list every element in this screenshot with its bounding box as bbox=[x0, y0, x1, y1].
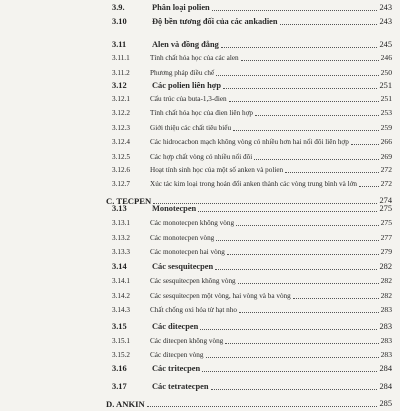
toc-entry[interactable] bbox=[0, 150, 400, 164]
toc-entry-page: 283 bbox=[379, 322, 392, 331]
toc-entry-page: 272 bbox=[380, 179, 392, 188]
toc-leader-dots bbox=[229, 101, 379, 102]
toc-entry-page: 250 bbox=[380, 68, 392, 77]
toc-entry[interactable] bbox=[0, 245, 400, 259]
toc-entry[interactable] bbox=[0, 163, 400, 177]
toc-entry-page: 275 bbox=[380, 218, 392, 227]
toc-entry-page: 243 bbox=[379, 17, 392, 26]
toc-entry[interactable] bbox=[0, 177, 400, 191]
toc-entry-page: 243 bbox=[379, 3, 392, 12]
toc-entry-title: Các ditecpen vòng bbox=[150, 351, 204, 359]
toc-entry[interactable] bbox=[0, 334, 400, 348]
toc-entry-page: 259 bbox=[380, 123, 392, 132]
toc-entry-title: Phân loại polien bbox=[152, 3, 210, 12]
toc-entry[interactable] bbox=[0, 121, 400, 135]
toc-entry-number: 3.15.2 bbox=[112, 351, 130, 359]
toc-entry-title: Alen và đồng đẳng bbox=[152, 40, 219, 49]
toc-leader-dots bbox=[223, 88, 377, 89]
toc-entry-page: 283 bbox=[380, 350, 392, 359]
toc-entry[interactable] bbox=[0, 362, 400, 376]
toc-entry[interactable] bbox=[0, 15, 400, 29]
toc-entry-page: 282 bbox=[380, 291, 392, 300]
toc-leader-dots bbox=[236, 225, 379, 226]
toc-entry[interactable] bbox=[0, 1, 400, 15]
toc-leader-dots bbox=[239, 312, 379, 313]
toc-entry-number: 3.15 bbox=[112, 322, 127, 331]
toc-leader-dots bbox=[200, 329, 377, 330]
toc-entry-page: 251 bbox=[379, 81, 392, 90]
toc-entry-page: 253 bbox=[380, 108, 392, 117]
toc-entry-title: Tính chất hóa học của các alen bbox=[150, 54, 239, 62]
toc-leader-dots bbox=[216, 240, 378, 241]
toc-entry[interactable] bbox=[0, 289, 400, 303]
toc-entry-title: Các monotecpen vòng bbox=[150, 234, 215, 242]
toc-entry-page: 282 bbox=[379, 262, 392, 271]
toc-leader-dots bbox=[202, 371, 377, 372]
toc-entry[interactable] bbox=[0, 397, 400, 411]
toc-leader-dots bbox=[211, 389, 378, 390]
toc-entry-page: 275 bbox=[379, 204, 392, 213]
toc-entry-number: D. ANKIN bbox=[106, 399, 145, 409]
toc-entry-page: 284 bbox=[379, 364, 392, 373]
toc-leader-dots bbox=[221, 47, 378, 48]
toc-entry-number: 3.12.6 bbox=[112, 166, 130, 174]
toc-leader-dots bbox=[198, 211, 377, 212]
toc-entry-number: 3.12 bbox=[112, 81, 127, 90]
toc-leader-dots bbox=[206, 357, 379, 358]
toc-entry[interactable] bbox=[0, 66, 400, 80]
toc-leader-dots bbox=[359, 186, 379, 187]
toc-entry-title: Độ bền tương đối của các ankadien bbox=[152, 17, 278, 26]
toc-entry-number: 3.15.1 bbox=[112, 337, 130, 345]
toc-entry-title: Các hidrocacbon mạch không vòng có nhiều hơn hai nối đôi liên hợp bbox=[150, 138, 349, 146]
toc-leader-dots bbox=[254, 159, 378, 160]
toc-entry[interactable] bbox=[0, 348, 400, 362]
toc-entry-number: 3.14.2 bbox=[112, 292, 130, 300]
toc-entry-page: 284 bbox=[379, 382, 392, 391]
toc-entry-number: 3.17 bbox=[112, 382, 127, 391]
toc-leader-dots bbox=[233, 130, 379, 131]
toc-entry[interactable] bbox=[0, 106, 400, 120]
toc-entry-title: Các sesquitecpen không vòng bbox=[150, 277, 236, 285]
toc-entry[interactable] bbox=[0, 92, 400, 106]
toc-entry-title: Các monotecpen hai vòng bbox=[150, 248, 225, 256]
toc-entry-title: Hoạt tính sinh học của một số anken và polien bbox=[150, 166, 284, 174]
toc-entry-number: 3.12.1 bbox=[112, 95, 130, 103]
toc-entry-number: 3.14.3 bbox=[112, 306, 130, 314]
toc-entry-number: C. TECPEN bbox=[106, 196, 152, 206]
toc-entry[interactable] bbox=[0, 38, 400, 52]
toc-entry[interactable] bbox=[0, 216, 400, 230]
toc-entry[interactable] bbox=[0, 202, 400, 216]
toc-entry-title: Các monotecpen không vòng bbox=[150, 219, 235, 227]
toc-entry-page: 282 bbox=[380, 276, 392, 285]
toc-entry-title: Các tetratecpen bbox=[152, 382, 209, 391]
toc-entry[interactable] bbox=[0, 274, 400, 288]
toc-entry-number: 3.11.1 bbox=[112, 54, 130, 62]
toc-entry-page: 272 bbox=[380, 165, 392, 174]
toc-entry-number: 3.9. bbox=[112, 3, 125, 12]
toc-leader-dots bbox=[255, 115, 379, 116]
toc-entry-title: Các tritecpen bbox=[152, 364, 201, 373]
toc-entry-page: 245 bbox=[379, 40, 392, 49]
toc-entry-number: 3.14.1 bbox=[112, 277, 130, 285]
toc-leader-dots bbox=[215, 269, 377, 270]
toc-entry-page: 283 bbox=[380, 336, 392, 345]
toc-leader-dots bbox=[280, 24, 378, 25]
toc-entry-page: 279 bbox=[380, 247, 392, 256]
toc-entry-title: Monotecpen bbox=[152, 204, 197, 213]
toc-entry[interactable] bbox=[0, 260, 400, 274]
toc-entry[interactable] bbox=[0, 320, 400, 334]
toc-leader-dots bbox=[285, 172, 378, 173]
toc-entry-title: Các polien liên hợp bbox=[152, 81, 222, 90]
toc-leader-dots bbox=[147, 406, 378, 407]
toc-entry-page: 246 bbox=[380, 53, 392, 62]
toc-leader-dots bbox=[241, 60, 379, 61]
toc-entry-page: 283 bbox=[380, 305, 392, 314]
toc-entry-title: Các ditecpen không vòng bbox=[150, 337, 224, 345]
toc-entry[interactable] bbox=[0, 303, 400, 317]
toc-entry-title: Các ditecpen bbox=[152, 322, 199, 331]
toc-leader-dots bbox=[227, 254, 379, 255]
toc-entry-page: 274 bbox=[379, 196, 392, 205]
toc-entry-title: Tính chất hóa học của đien liên hợp bbox=[150, 109, 253, 117]
toc-entry-page: 285 bbox=[379, 399, 392, 408]
toc-entry-number: 3.13 bbox=[112, 204, 127, 213]
toc-entry-number: 3.12.5 bbox=[112, 153, 130, 161]
toc-entry-number: 3.13.1 bbox=[112, 219, 130, 227]
toc-entry-title: Phương pháp điều chế bbox=[150, 69, 215, 77]
toc-entry-number: 3.12.7 bbox=[112, 180, 130, 188]
toc-entry-title: Các sesquitecpen bbox=[152, 262, 214, 271]
toc-entry-page: 251 bbox=[380, 94, 392, 103]
toc-entry-title: Giới thiệu các chất tiêu biểu bbox=[150, 124, 232, 132]
toc-entry[interactable] bbox=[0, 79, 400, 93]
toc-leader-dots bbox=[212, 10, 378, 11]
toc-entry-title: Cấu trúc của buta-1,3-đien bbox=[150, 95, 227, 103]
toc-entry[interactable] bbox=[0, 51, 400, 65]
toc-entry[interactable] bbox=[0, 380, 400, 394]
toc-entry-title: Các sesquitecpen một vòng, hai vòng và ba vòng bbox=[150, 292, 291, 300]
toc-entry-number: 3.16 bbox=[112, 364, 127, 373]
toc-entry-title: Chất chống oxi hóa từ hạt nho bbox=[150, 306, 237, 314]
toc-leader-dots bbox=[238, 283, 379, 284]
toc-entry-number: 3.13.3 bbox=[112, 248, 130, 256]
toc-entry-number: 3.12.2 bbox=[112, 109, 130, 117]
toc-entry-page: 266 bbox=[380, 137, 392, 146]
toc-entry-number: 3.11.2 bbox=[112, 69, 130, 77]
toc-entry-number: 3.10 bbox=[112, 17, 127, 26]
toc-leader-dots bbox=[216, 75, 378, 76]
toc-entry-page: 277 bbox=[380, 233, 392, 242]
toc-entry-number: 3.14 bbox=[112, 262, 127, 271]
toc-entry-number: 3.12.3 bbox=[112, 124, 130, 132]
toc-entry-page: 269 bbox=[380, 152, 392, 161]
toc-entry[interactable] bbox=[0, 135, 400, 149]
toc-leader-dots bbox=[225, 343, 378, 344]
toc-leader-dots bbox=[293, 298, 379, 299]
toc-entry-number: 3.13.2 bbox=[112, 234, 130, 242]
toc-entry-title: Xúc tác kim loại trong hoán đổi anken thành các vòng trung bình và lớn bbox=[150, 180, 357, 188]
toc-entry-number: 3.12.4 bbox=[112, 138, 130, 146]
toc-leader-dots bbox=[351, 144, 379, 145]
toc-entry-title: Các hợp chất vòng có nhiều nối đôi bbox=[150, 153, 253, 161]
toc-entry[interactable] bbox=[0, 231, 400, 245]
toc-entry-number: 3.11 bbox=[112, 40, 127, 49]
